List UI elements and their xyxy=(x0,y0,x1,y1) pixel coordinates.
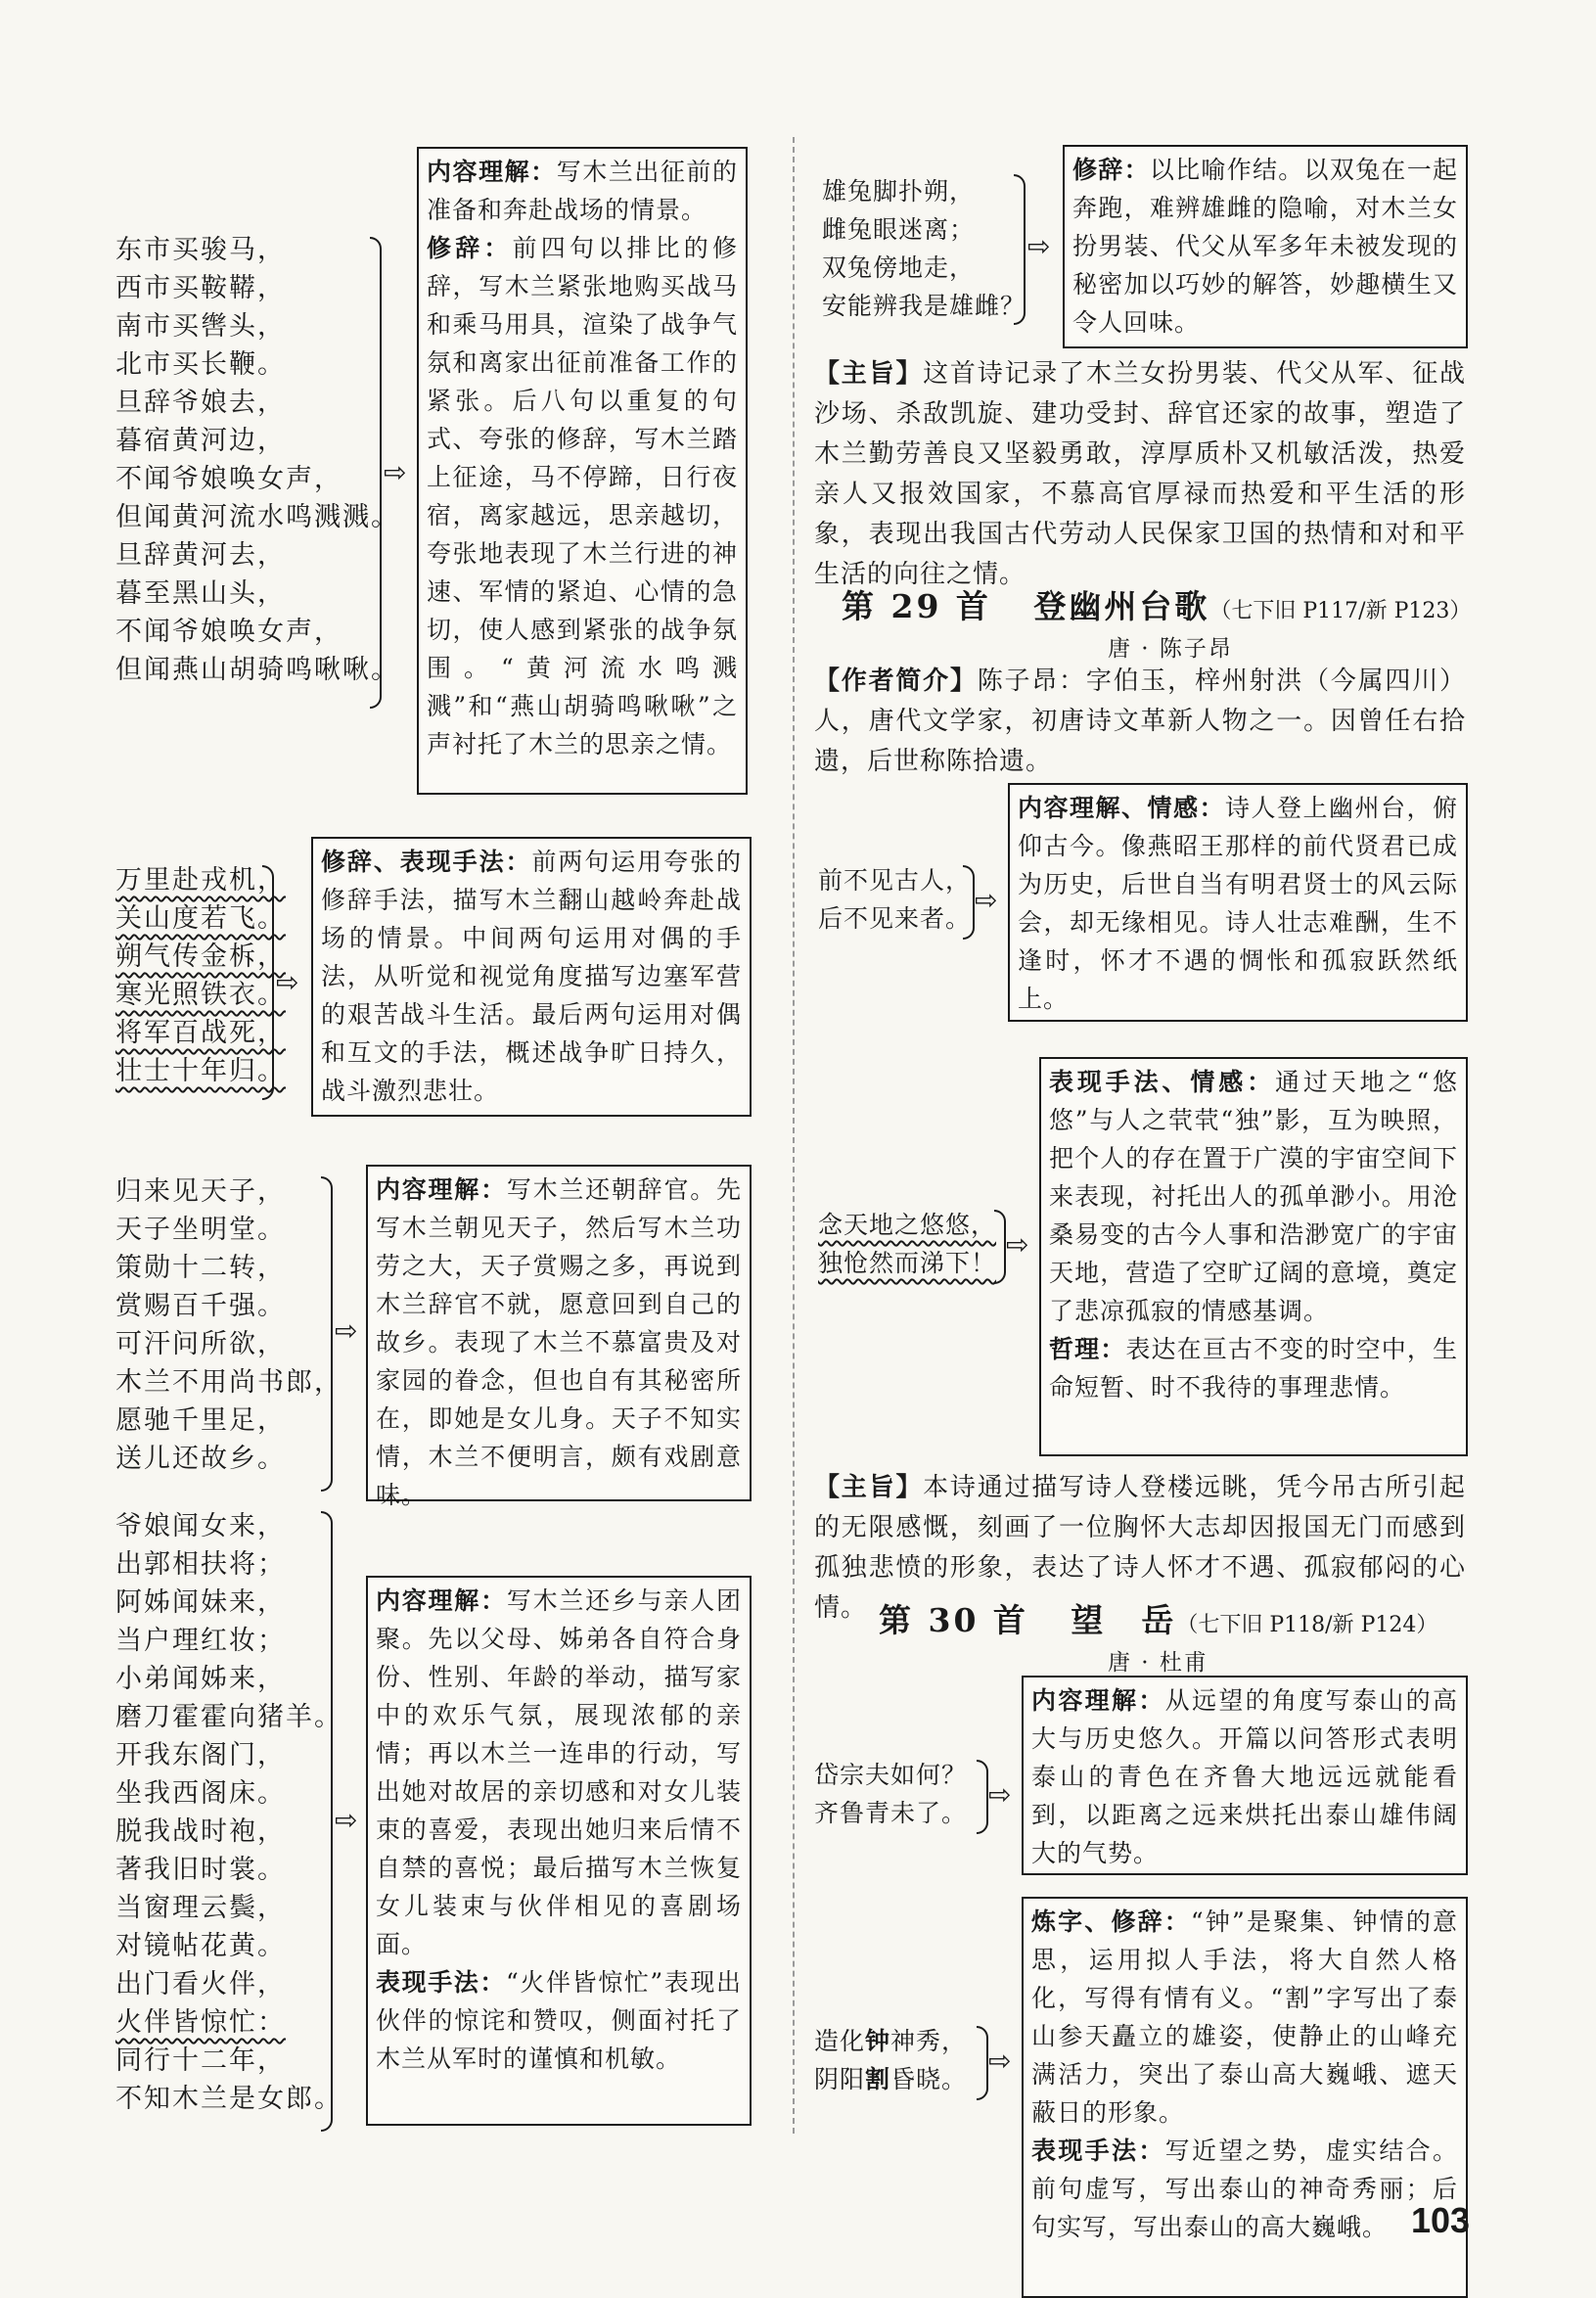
note-section xyxy=(1031,1903,1458,2132)
poem-line: 双兔傍地走， xyxy=(822,253,976,282)
poem-lines-group6 xyxy=(818,861,971,938)
poem-line: 南市买辔头， xyxy=(115,311,286,342)
poem-line: 坐我西阁床。 xyxy=(115,1778,286,1809)
poem-lines-group8 xyxy=(814,1756,967,1832)
key-word: 割 xyxy=(865,2065,891,2093)
note-label: 表现手法： xyxy=(1031,2137,1165,2165)
arrow-right-icon: ⇨ xyxy=(975,884,998,916)
note-text: 表达在亘古不变的时空中，生命短暂、时不我待的事理悲情。 xyxy=(1049,1335,1458,1402)
poem-lines-group3 xyxy=(115,1172,342,1478)
poem-line: 东市买骏马， xyxy=(115,235,286,265)
poem-lines-group1 xyxy=(115,231,399,689)
poem-line: 不闻爷娘唤女声， xyxy=(115,617,342,647)
poem-line xyxy=(814,2060,967,2098)
note-text: 以比喻作结。以双兔在一起奔跑，难辨雄雌的隐喻，对木兰女扮男装、代父从军多年未被发现的秘密加以巧妙的解答，妙趣横生又令人回味。 xyxy=(1072,156,1458,337)
poem-line: 策勋十二转， xyxy=(115,1253,286,1283)
brace xyxy=(994,1210,1006,1284)
poem-line: 当户理红妆； xyxy=(115,1626,286,1656)
poem-title xyxy=(879,1595,1437,1641)
note-label: 修辞： xyxy=(427,234,513,262)
poem-line: 旦辞黄河去， xyxy=(115,540,286,571)
poem-line: 对镜帖花黄。 xyxy=(115,1931,286,1961)
poem-text: 神秀， xyxy=(890,2027,968,2055)
brace xyxy=(262,865,274,1100)
poem-line xyxy=(814,2022,967,2060)
note-text: 诗人登上幽州台，俯仰古今。像燕昭王那样的前代贤君已成为历史，后世自当有明君贤士的风云际会，却无缘相见。诗人壮志难酬，生不逢时，怀才不遇的惆怅和孤寂跃然纸上。 xyxy=(1018,794,1458,1013)
poem-lines-group2 xyxy=(115,861,286,1090)
brace xyxy=(977,2026,988,2100)
note-label: 表现手法、情感： xyxy=(1049,1068,1275,1096)
poem-line: 雄兔脚扑朔， xyxy=(822,177,976,206)
author-intro xyxy=(814,662,1466,782)
poem-number: 第 30 首 xyxy=(879,1601,1028,1639)
note-section xyxy=(1049,1330,1458,1406)
note-section xyxy=(1018,789,1458,1018)
poem-name: 望 岳 xyxy=(1071,1601,1177,1639)
poem-line: 念天地之悠悠， xyxy=(818,1211,997,1239)
note-text: 从远望的角度写泰山的高大与历史悠久。开篇以问答形式表明泰山的青色在齐鲁大地远远就能看到，以距离之远来烘托出泰山雄伟阔大的气势。 xyxy=(1031,1686,1458,1867)
note-text: 写近望之势，虚实结合。前句虚写，写出泰山的神奇秀丽；后句实写，写出泰山的高大巍峨。 xyxy=(1031,2137,1458,2241)
note-text: 通过天地之“悠悠”与人之茕茕“独”影，互为映照，把个人的存在置于广漠的宇宙空间下来表现，衬托出人的孤单渺小。用沧桑易变的古今人事和浩渺宽广的宇宙天地，营造了空旷辽阔的意境，奠定了悲凉孤寂的情感基调。 xyxy=(1049,1068,1458,1325)
poem-line: 送儿还故乡。 xyxy=(115,1444,286,1474)
column-divider xyxy=(793,137,795,2134)
poem-line: 壮士十年归。 xyxy=(115,1056,286,1086)
poem-line: 可汗问所欲， xyxy=(115,1329,286,1359)
poem-author: 唐 · 杜甫 xyxy=(1108,1650,1208,1676)
note-section xyxy=(321,843,742,1110)
poem-text: 阴阳 xyxy=(814,2065,866,2093)
poem-line: 关山度若飞。 xyxy=(115,903,286,934)
poem-text: 昏晓。 xyxy=(890,2065,968,2093)
note-section xyxy=(1031,2132,1458,2246)
poem-line: 磨刀霍霍向猪羊。 xyxy=(115,1702,342,1732)
note-box-group5 xyxy=(1063,145,1468,348)
note-label: 内容理解： xyxy=(427,158,557,186)
note-label: 炼字、修辞： xyxy=(1031,1907,1191,1936)
poem-line: 寒光照铁衣。 xyxy=(115,980,286,1010)
note-section xyxy=(1049,1063,1458,1330)
note-section xyxy=(1072,151,1458,342)
theme-text: 这首诗记录了木兰女扮男装、代父从军、征战沙场、杀敌凯旋、建功受封、辞官还家的故事，塑造了木兰勤劳善良又坚毅勇敢，淳厚质朴又机敏活泼，热爱亲人又报效国家，不慕高官厚禄而热爱和平生活的形象，表现出我国古代劳动人民保家卫国的热情和对和平生活的向往之情。 xyxy=(814,359,1466,589)
brace xyxy=(977,1760,988,1834)
brace xyxy=(963,865,975,940)
note-box-group6 xyxy=(1008,783,1468,1022)
note-text: 写木兰出征前的准备和奔赴战场的情景。 xyxy=(427,158,738,224)
textbook-reference: （七下旧 P118/新 P124） xyxy=(1176,1613,1438,1637)
poem-line: 出门看火伴， xyxy=(115,1969,286,1999)
poem-line: 归来见天子， xyxy=(115,1176,286,1207)
poem-line: 独怆然而涕下！ xyxy=(818,1249,997,1277)
key-word: 钟 xyxy=(865,2027,891,2055)
poem-line: 前不见古人， xyxy=(818,866,972,895)
note-section xyxy=(1031,1681,1458,1872)
note-label: 表现手法： xyxy=(376,1968,507,1997)
note-box-group3 xyxy=(366,1165,752,1509)
poem-text: 造化 xyxy=(814,2027,866,2055)
intro-text: 陈子昂：字伯玉，梓州射洪（今属四川）人，唐代文学家，初唐诗文革新人物之一。因曾任右拾遗，后世称陈拾遗。 xyxy=(814,666,1466,776)
note-box-group2 xyxy=(311,837,752,1117)
note-box-group4 xyxy=(366,1576,752,2126)
poem-line: 不闻爷娘唤女声， xyxy=(115,464,342,494)
note-label: 修辞、表现手法： xyxy=(321,848,532,876)
poem-line: 暮宿黄河边， xyxy=(115,426,286,456)
poem-line: 但闻燕山胡骑鸣啾啾。 xyxy=(115,655,399,685)
poem-line: 西市买鞍鞯， xyxy=(115,273,286,303)
note-label: 内容理解： xyxy=(376,1175,507,1204)
poem-line: 开我东阁门， xyxy=(115,1740,286,1770)
poem-name: 登幽州台歌 xyxy=(1033,587,1210,625)
note-section xyxy=(427,153,738,229)
poem-title xyxy=(842,581,1471,627)
arrow-right-icon: ⇨ xyxy=(988,2045,1012,2077)
theme-paragraph xyxy=(814,354,1466,595)
arrow-right-icon: ⇨ xyxy=(276,966,299,998)
note-section xyxy=(376,1963,742,2078)
brace xyxy=(321,1511,333,2132)
poem-line: 朔气传金柝， xyxy=(115,942,286,972)
note-box-group8 xyxy=(1022,1676,1468,1875)
note-text: “钟”是聚集、钟情的意思，运用拟人手法，将大自然人格化，写得有情有义。“割”字写出了泰山参天矗立的雄姿，使静止的山峰充满活力，突出了泰山高大巍峨、遮天蔽日的形象。 xyxy=(1031,1907,1458,2127)
poem-line: 小弟闻姊来， xyxy=(115,1664,286,1694)
theme-tag: 【主旨】 xyxy=(814,1473,924,1502)
poem-lines-group4 xyxy=(115,1507,342,2118)
arrow-right-icon: ⇨ xyxy=(1027,230,1051,262)
poem-line: 将军百战死， xyxy=(115,1018,286,1048)
poem-line: 爷娘闻女来， xyxy=(115,1511,286,1541)
poem-line: 著我旧时裳。 xyxy=(115,1855,286,1885)
note-text: 前四句以排比的修辞，写木兰紧张地购买战马和乘马用具，渲染了战争气氛和离家出征前准备工作的紧张。后八句以重复的句式、夸张的修辞，写木兰踏上征途，马不停蹄，日行夜宿，离家越远，思亲越切，夸张地表现了木兰行进的神速、军情的紧迫、心情的急切，使人感到紧张的战争氛围。“黄河流水鸣溅溅”和“燕山胡骑鸣啾啾”之声衬托了木兰的思亲之情。 xyxy=(427,234,738,758)
note-label: 哲理： xyxy=(1049,1335,1126,1363)
brace xyxy=(1014,174,1026,325)
arrow-right-icon: ⇨ xyxy=(384,456,407,488)
poem-line: 愿驰千里足， xyxy=(115,1405,286,1436)
arrow-right-icon: ⇨ xyxy=(988,1778,1012,1811)
arrow-right-icon: ⇨ xyxy=(335,1804,358,1836)
poem-line: 北市买长鞭。 xyxy=(115,349,286,380)
poem-line: 不知木兰是女郎。 xyxy=(115,2084,342,2114)
poem-line: 赏赐百千强。 xyxy=(115,1291,286,1321)
note-box-group7 xyxy=(1039,1057,1468,1456)
poem-line: 天子坐明堂。 xyxy=(115,1215,286,1245)
poem-line: 雌兔眼迷离； xyxy=(822,215,976,244)
theme-text: 本诗通过描写诗人登楼远眺，凭今吊古所引起的无限感慨，刻画了一位胸怀大志却因报国无门而感到孤独悲愤的形象，表达了诗人怀才不遇、孤寂郁闷的心情。 xyxy=(814,1473,1466,1623)
poem-lines-group5 xyxy=(822,172,1026,325)
poem-line: 木兰不用尚书郎， xyxy=(115,1367,342,1398)
note-section xyxy=(376,1171,742,1514)
note-text: 写木兰还朝辞官。先写木兰朝见天子，然后写木兰功劳之大，天子赏赐之多，再说到木兰辞官不就，愿意回到自己的故乡。表现了木兰不慕富贵及对家园的眷念，但也自有其秘密所在，即她是女儿身。天子不知实情，木兰不便明言，颇有戏剧意味。 xyxy=(376,1175,742,1509)
arrow-right-icon: ⇨ xyxy=(1006,1228,1029,1261)
note-text: 写木兰还乡与亲人团聚。先以父母、姊弟各自符合身份、性别、年龄的举动，描写家中的欢乐气氛，展现浓郁的亲情；再以木兰一连串的行动，写出她对故居的亲切感和对女儿装束的喜爱，表现出她归来后情不自禁的喜悦；最后描写木兰恢复女儿装束与伙伴相见的喜剧场面。 xyxy=(376,1586,742,1958)
poem-author: 唐 · 陈子昂 xyxy=(1108,636,1233,662)
textbook-reference: （七下旧 P117/新 P123） xyxy=(1209,599,1472,623)
poem-number: 第 29 首 xyxy=(842,587,991,625)
poem-line: 但闻黄河流水鸣溅溅。 xyxy=(115,502,399,532)
note-section xyxy=(376,1582,742,1963)
poem-lines-group7 xyxy=(818,1206,996,1282)
poem-line: 出郭相扶将； xyxy=(115,1549,286,1580)
arrow-right-icon: ⇨ xyxy=(335,1314,358,1347)
brace xyxy=(321,1176,333,1492)
poem-line: 同行十二年， xyxy=(115,2045,286,2076)
poem-line: 当窗理云鬓， xyxy=(115,1893,286,1923)
note-box-group1 xyxy=(417,147,748,795)
poem-line: 万里赴戎机， xyxy=(115,865,286,896)
poem-lines-group9 xyxy=(814,2022,967,2098)
note-section xyxy=(427,229,738,763)
poem-line: 旦辞爷娘去， xyxy=(115,388,286,418)
poem-line: 火伴皆惊忙： xyxy=(115,2007,286,2038)
note-text: “火伴皆惊忙”表现出伙伴的惊诧和赞叹，侧面衬托了木兰从军时的谨慎和机敏。 xyxy=(376,1968,742,2073)
poem-line: 阿姊闻妹来， xyxy=(115,1587,286,1618)
poem-line: 岱宗夫如何？ xyxy=(814,1761,968,1789)
poem-line: 后不见来者。 xyxy=(818,904,972,933)
note-label: 内容理解、情感： xyxy=(1018,794,1225,822)
note-label: 修辞： xyxy=(1072,156,1150,184)
note-text: 前两句运用夸张的修辞手法，描写木兰翻山越岭奔赴战场的情景。中间两句运用对偶的手法，从听觉和视觉角度描写边塞军营的艰苦战斗生活。最后两句运用对偶和互文的手法，概述战争旷日持久，战斗激烈悲壮。 xyxy=(321,848,742,1105)
theme-tag: 【主旨】 xyxy=(814,359,924,389)
poem-line: 脱我战时袍， xyxy=(115,1816,286,1847)
brace xyxy=(370,237,382,709)
note-label: 内容理解： xyxy=(1031,1686,1165,1715)
note-label: 内容理解： xyxy=(376,1586,507,1615)
page-number: 103 xyxy=(1411,2200,1471,2240)
poem-line: 安能辨我是雄雌？ xyxy=(822,292,1026,320)
intro-tag: 【作者简介】 xyxy=(814,666,978,696)
poem-line: 暮至黑山头， xyxy=(115,578,286,609)
note-box-group9 xyxy=(1022,1897,1471,2298)
poem-line: 齐鲁青未了。 xyxy=(814,1799,968,1827)
